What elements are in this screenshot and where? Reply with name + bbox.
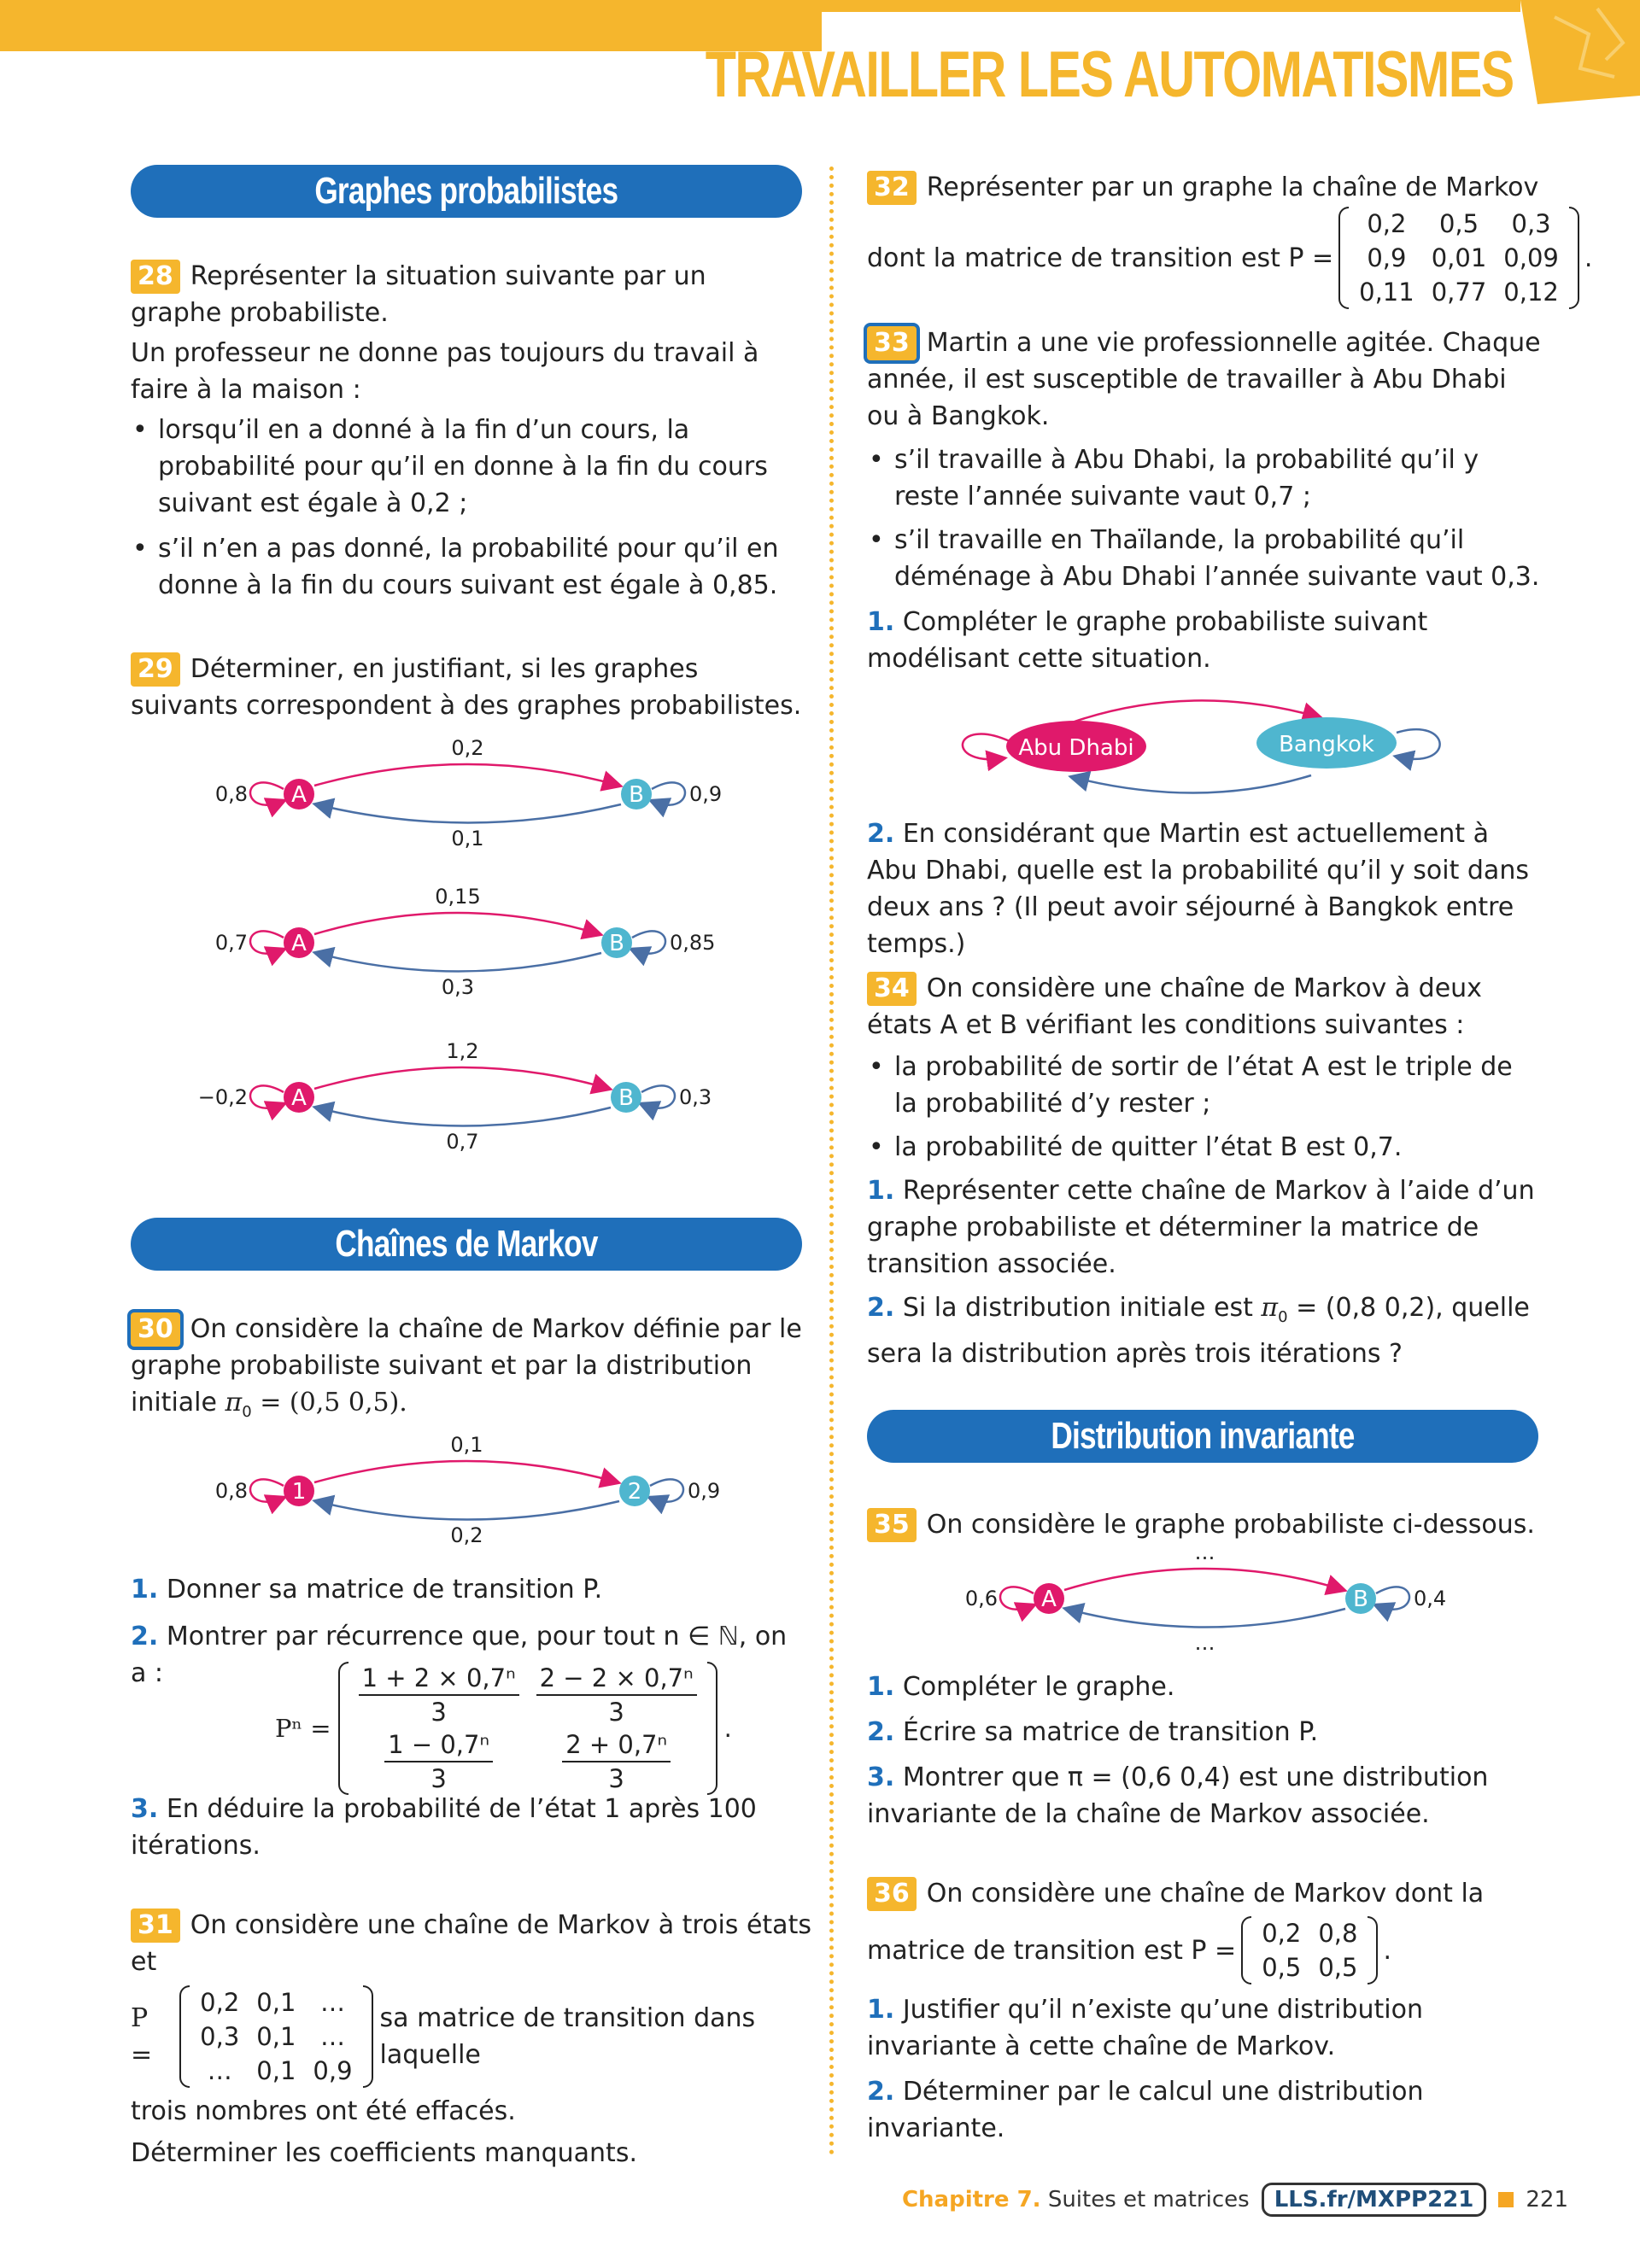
- edge-label: 0,1: [451, 827, 484, 850]
- loop-a: [963, 734, 1010, 760]
- section-title: Distribution invariante: [1051, 1415, 1355, 1457]
- footer-square-icon: [1498, 2192, 1514, 2207]
- matrix-cell: 0,1: [256, 1988, 296, 2017]
- loop-label: −0,2: [197, 1085, 248, 1109]
- matrix-cell: 0,12: [1503, 278, 1559, 307]
- question-number: 2.: [867, 819, 895, 849]
- header-band-thin: [822, 0, 1520, 12]
- loop-label: 0,9: [688, 1479, 721, 1503]
- exercise-number: 36: [867, 1877, 917, 1911]
- column-separator: [829, 167, 834, 2156]
- exercise-text: On considère une chaîne de Markov à trois états et: [131, 1910, 811, 1977]
- exercise-35-questions: [867, 1669, 1542, 1833]
- edge-label: 0,2: [451, 736, 484, 760]
- edge-label: 0,15: [435, 885, 481, 909]
- exercise-29: [131, 651, 804, 724]
- matrix-label: P =: [131, 2003, 153, 2070]
- exercise-text: dont la matrice de transition est P =: [867, 243, 1334, 273]
- question-text: Compléter le graphe.: [902, 1672, 1175, 1702]
- loop-b: [1397, 729, 1440, 759]
- exercise-number: 32: [867, 171, 917, 205]
- question-text: En considérant que Martin est actuellement à Abu Dhabi, quelle est la probabilité qu’il y soit dans deux ans ? (Il peut avoir séjourné à Bangkok entre temps.): [867, 819, 1529, 959]
- edge-a-to-b: [314, 764, 619, 786]
- matrix-cell: 0,8: [1318, 1919, 1358, 1948]
- footer-link[interactable]: LLS.fr/MXPP221: [1262, 2183, 1487, 2217]
- matrix: [179, 1985, 372, 2088]
- exercise-number: 34: [867, 972, 917, 1006]
- probabilistic-graph: [188, 1036, 752, 1155]
- matrix-cell: 0,9: [1367, 243, 1407, 272]
- node-label: B: [609, 931, 624, 956]
- loop-a: [250, 782, 284, 804]
- loop-b: [632, 931, 665, 953]
- node-label: Abu Dhabi: [1018, 735, 1134, 761]
- exercise-36-questions: [867, 1991, 1542, 2147]
- exercise-number: 30: [131, 1312, 180, 1347]
- edge-b-to-a: [316, 804, 621, 823]
- question-text: Donner sa matrice de transition P.: [166, 1575, 603, 1605]
- question-number: 2.: [131, 1622, 159, 1651]
- exercise-30-q3: [131, 1791, 804, 1864]
- matrix-cell: 0,5: [1262, 1953, 1302, 1982]
- edge-b-to-a: [316, 1108, 611, 1126]
- question-number: 2.: [867, 1293, 895, 1323]
- matrix-cell: 0,2: [1262, 1919, 1302, 1948]
- fraction-numerator: 2 − 2 × 0,7ⁿ: [536, 1662, 697, 1696]
- edge-b-to-a: [316, 953, 601, 972]
- fraction-numerator: 1 + 2 × 0,7ⁿ: [359, 1662, 519, 1696]
- matrix-cell: …: [319, 1988, 345, 2017]
- bullet-item: • s’il n’en a pas donné, la probabilité pour qu’il en donne à la fin du cours suivant est égale à 0,85.: [131, 530, 804, 604]
- exercise-text: trois nombres ont été effacés.: [131, 2096, 516, 2126]
- question-number: 1.: [867, 1176, 895, 1206]
- pi-symbol: π: [225, 1388, 243, 1418]
- loop-label: 0,9: [689, 782, 723, 806]
- exercise-number: 28: [131, 260, 180, 294]
- question-number: 3.: [131, 1794, 159, 1824]
- loop-b: [652, 782, 685, 804]
- exercise-32-matrix: dont la matrice de transition est P = 0,2 0,5 0,3 0,9 0,01 0,09 0,11 0,77 0,12 .: [867, 207, 1592, 309]
- loop-b: [650, 1479, 683, 1501]
- exercise-text: On considère une chaîne de Markov dont la: [926, 1879, 1485, 1909]
- corner-decoration: [1520, 0, 1640, 104]
- footer-chapter: Chapitre 7.: [901, 2187, 1041, 2212]
- probabilistic-graph: [188, 881, 752, 1001]
- question-text: Représenter cette chaîne de Markov à l’aide d’un graphe probabiliste et déterminer la matrice de transition associée.: [867, 1176, 1535, 1279]
- node-label: B: [618, 1085, 634, 1111]
- question-number: 1.: [131, 1575, 159, 1605]
- matrix-cell: 0,2: [200, 1988, 240, 2017]
- loop-a: [250, 1085, 284, 1108]
- edge-a-to-b: [314, 1067, 609, 1089]
- bullet-item: • la probabilité de quitter l’état B est 0,7.: [867, 1129, 1542, 1166]
- loop-a: [250, 931, 284, 953]
- question-number: 2.: [867, 1717, 895, 1747]
- fraction-denominator: 3: [608, 1764, 624, 1793]
- exercise-text: Déterminer les coefficients manquants.: [131, 2138, 637, 2168]
- matrix-cell: 0,1: [256, 2056, 296, 2085]
- exercise-number: 31: [131, 1909, 180, 1943]
- exercise-text: matrice de transition est P =: [867, 1935, 1237, 1966]
- probabilistic-graph: [188, 1429, 752, 1549]
- matrix: [338, 1662, 718, 1795]
- header-band: [0, 0, 822, 51]
- edge-label: …: [1194, 1540, 1215, 1564]
- exercise-34: [867, 970, 1542, 1372]
- question-text: Déterminer par le calcul une distribution invariante.: [867, 2077, 1424, 2143]
- question-number: 1.: [867, 607, 895, 637]
- matrix: [1338, 207, 1579, 309]
- question-text: Montrer que π = (0,6 0,4) est une distribution invariante de la chaîne de Markov associée.: [867, 1762, 1489, 1829]
- node-label: B: [1353, 1587, 1368, 1612]
- question-text: Si la distribution initiale est: [902, 1293, 1253, 1323]
- loop-label: 0,8: [214, 782, 248, 806]
- matrix-cell: 0,11: [1359, 278, 1414, 307]
- page-title: TRAVAILLER LES AUTOMATISMES: [706, 38, 1514, 111]
- matrix: [1241, 1916, 1378, 1984]
- section-title: Chaînes de Markov: [335, 1223, 598, 1265]
- bullet-item: • s’il travaille à Abu Dhabi, la probabilité qu’il y reste l’année suivante vaut 0,7 ;: [867, 441, 1542, 515]
- graph-abu-dhabi-bangkok: [944, 699, 1456, 801]
- edge-b-to-a: [1072, 775, 1311, 793]
- node-label: Bangkok: [1279, 732, 1374, 757]
- probabilistic-graph: [188, 733, 752, 852]
- loop-label: 0,85: [670, 931, 716, 955]
- matrix-cell: 0,3: [200, 2022, 240, 2051]
- matrix-cell: 0,1: [256, 2022, 296, 2051]
- exercise-28: [131, 258, 804, 604]
- fraction-denominator: 3: [430, 1698, 447, 1727]
- section-header: [867, 1410, 1538, 1463]
- edge-a-to-b: [1064, 1569, 1344, 1590]
- edge-a-to-b: [314, 1461, 618, 1482]
- edge-label: …: [1194, 1631, 1215, 1655]
- matrix-cell: …: [207, 2056, 232, 2085]
- exercise-33-q2: [867, 815, 1542, 962]
- pi-subscript: 0: [1278, 1308, 1288, 1326]
- matrix-cell: 0,5: [1318, 1953, 1358, 1982]
- question-number: 1.: [867, 1995, 895, 2025]
- section-title: Graphes probabilistes: [314, 170, 618, 212]
- question-number: 1.: [867, 1672, 895, 1702]
- exercise-number: 35: [867, 1508, 917, 1542]
- matrix-formula: Pⁿ = $\frac{\text{1 + 2 × 0,7ⁿ}}{3}$ $\frac{\text{2 − 2 × 0,7ⁿ}}{3}$ $\frac{\text{1 − 0,7ⁿ}}{3}$ $\frac{\text{2 + 0,7ⁿ}}{3}$ .: [275, 1663, 732, 1793]
- matrix-cell: 0,09: [1503, 243, 1559, 272]
- node-label: 1: [291, 1479, 307, 1505]
- loop-label: 0,8: [214, 1479, 248, 1503]
- matrix-label: Pⁿ =: [275, 1714, 331, 1743]
- loop-label: 0,4: [1414, 1587, 1447, 1610]
- question-number: 2.: [867, 2077, 895, 2107]
- edge-label: 0,1: [450, 1433, 483, 1457]
- loop-a: [1000, 1587, 1034, 1609]
- fraction-numerator: 2 + 0,7ⁿ: [562, 1728, 671, 1762]
- edge-b-to-a: [1066, 1609, 1345, 1628]
- edge-label: 1,2: [446, 1039, 479, 1063]
- edge-label: 0,7: [446, 1130, 479, 1154]
- matrix-cell: 0,01: [1431, 243, 1487, 272]
- question-text: Montrer par récurrence que, pour tout n ∈ ℕ, on a :: [131, 1622, 788, 1688]
- bullet-item: • s’il travaille en Thaïlande, la probabilité qu’il déménage à Abu Dhabi l’année suivante vaut 0,3.: [867, 522, 1542, 595]
- footer-title: Suites et matrices: [1047, 2187, 1250, 2212]
- exercise-30: [131, 1311, 804, 1430]
- fraction-denominator: 3: [608, 1698, 624, 1727]
- matrix-cell: 0,3: [1511, 209, 1551, 238]
- exercise-text: Représenter la situation suivante par un graphe probabiliste.: [131, 261, 706, 328]
- exercise-36: [867, 1875, 1542, 1912]
- exercise-text: sa matrice de transition dans laquelle: [379, 2003, 756, 2070]
- loop-b: [1376, 1587, 1409, 1609]
- exercise-32: [867, 169, 1550, 206]
- probabilistic-graph: [938, 1537, 1502, 1657]
- exercise-text: Représenter par un graphe la chaîne de Markov: [926, 172, 1539, 202]
- node-label: A: [291, 931, 307, 956]
- exercise-text: Déterminer, en justifiant, si les graphes suivants correspondent à des graphes probabilistes.: [131, 654, 802, 721]
- question-text: = (0,8 0,2), quelle sera la distribution après trois itérations ?: [867, 1293, 1530, 1369]
- pi-symbol: π: [1261, 1293, 1279, 1323]
- loop-b: [641, 1085, 675, 1108]
- page-footer: [902, 2183, 1568, 2217]
- matrix-cell: 0,77: [1431, 278, 1487, 307]
- page-number: 221: [1526, 2187, 1568, 2212]
- exercise-text: Un professeur ne donne pas toujours du travail à faire à la maison :: [131, 338, 759, 405]
- exercise-36-matrix: matrice de transition est P = 0,2 0,8 0,5 0,5 .: [867, 1916, 1391, 1984]
- edge-label: 0,2: [450, 1523, 483, 1547]
- question-number: 3.: [867, 1762, 895, 1792]
- question-text: Compléter le graphe probabiliste suivant modélisant cette situation.: [867, 607, 1428, 674]
- question-text: En déduire la probabilité de l’état 1 après 100 itérations.: [131, 1794, 757, 1861]
- edge-a-to-b: [1072, 700, 1320, 722]
- question-text: Écrire sa matrice de transition P.: [902, 1717, 1319, 1747]
- matrix-cell: …: [319, 2022, 345, 2051]
- exercise-text: On considère le graphe probabiliste ci-dessous.: [926, 1510, 1535, 1540]
- loop-label: 0,3: [679, 1085, 712, 1109]
- node-label: A: [291, 782, 307, 808]
- edge-a-to-b: [314, 913, 600, 934]
- distribution-value: = (0,5 0,5).: [260, 1388, 407, 1418]
- fraction-denominator: 3: [430, 1764, 447, 1793]
- edge-label: 0,3: [441, 975, 475, 999]
- loop-label: 0,7: [214, 931, 248, 955]
- exercise-33: [867, 324, 1542, 677]
- bullet-item: • lorsqu’il en a donné à la fin d’un cours, la probabilité pour qu’il en donne à la fin du cours suivant est égale à 0,2 ;: [131, 412, 804, 522]
- exercise-number: 33: [867, 326, 917, 360]
- matrix-cell: 0,9: [313, 2056, 353, 2085]
- loop-label: 0,6: [964, 1587, 998, 1610]
- exercise-text: On considère une chaîne de Markov à deux états A et B vérifiant les conditions suivantes :: [867, 973, 1482, 1040]
- bullet-item: • la probabilité de sortir de l’état A est le triple de la probabilité d’y rester ;: [867, 1049, 1542, 1122]
- exercise-text: On considère la chaîne de Markov définie par le graphe probabiliste suivant et par la distribution initiale: [131, 1314, 802, 1418]
- node-label: A: [1041, 1587, 1057, 1612]
- matrix-cell: 0,2: [1367, 209, 1407, 238]
- exercise-number: 29: [131, 652, 180, 687]
- node-label: B: [629, 782, 644, 808]
- matrix-cell: 0,5: [1438, 209, 1479, 238]
- pi-subscript: 0: [242, 1403, 252, 1421]
- loop-a: [250, 1479, 284, 1501]
- question-text: Justifier qu’il n’existe qu’une distribution invariante à cette chaîne de Markov.: [867, 1995, 1423, 2061]
- section-header: [131, 165, 802, 218]
- section-header: [131, 1218, 802, 1271]
- node-label: A: [291, 1085, 307, 1111]
- edge-b-to-a: [316, 1501, 619, 1520]
- exercise-31: [131, 1907, 814, 2172]
- fraction-numerator: 1 − 0,7ⁿ: [384, 1728, 493, 1762]
- node-label: 2: [627, 1479, 642, 1505]
- exercise-text: Martin a une vie professionnelle agitée. Chaque année, il est susceptible de travailler à Abu Dhabi ou à Bangkok.: [867, 328, 1541, 431]
